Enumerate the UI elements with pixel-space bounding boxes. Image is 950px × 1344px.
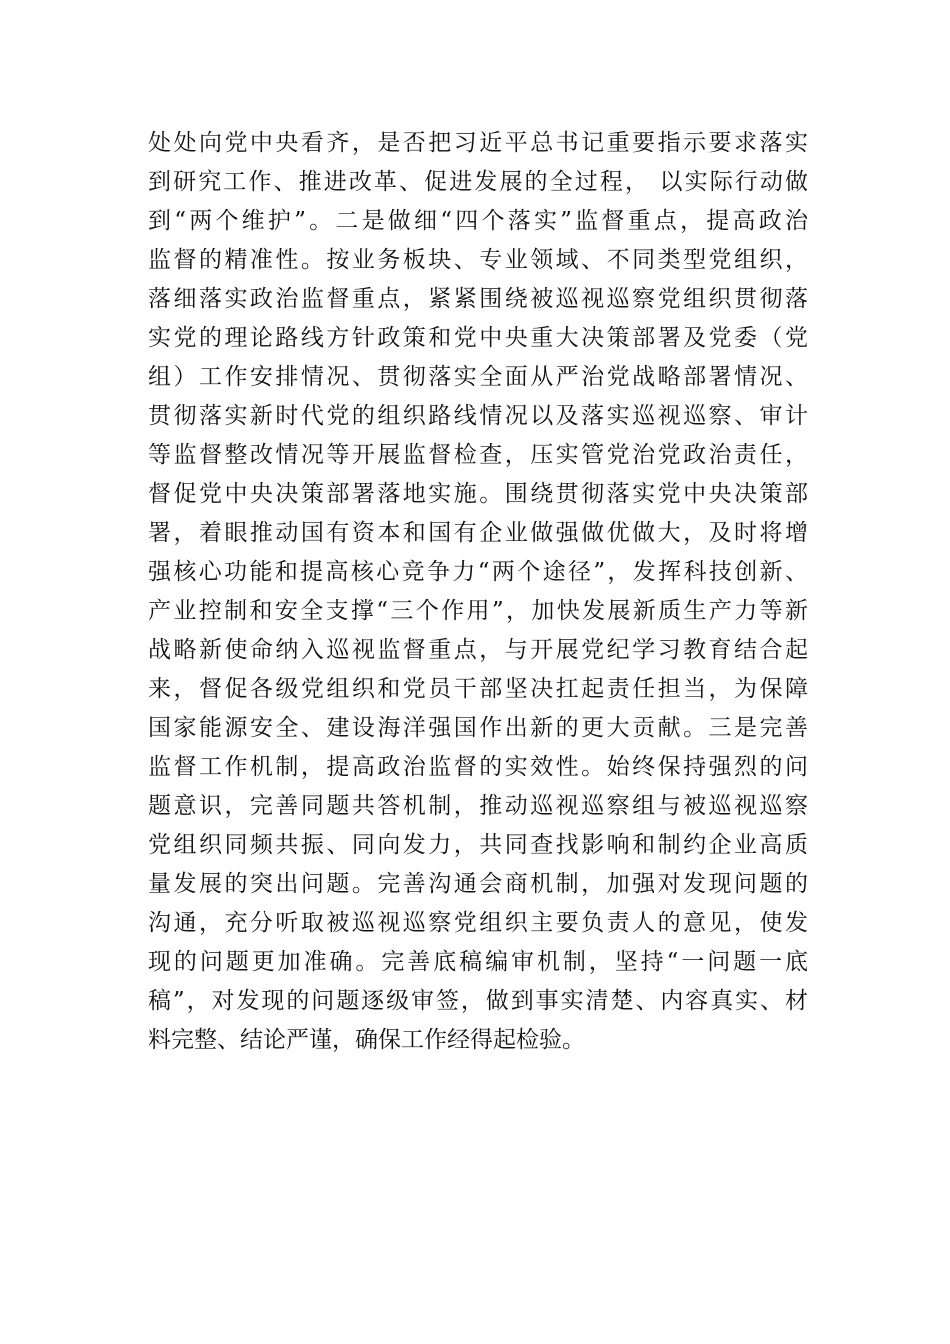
- text-line: 到“两个维护”。二是做细“四个落实”监督重点，提高政治: [148, 208, 808, 234]
- text-line: 现的问题更加准确。完善底稿编审机制，坚持“一问题一底: [148, 949, 808, 975]
- text-line: 组）工作安排情况、贯彻落实全面从严治党战略部署情况、: [148, 364, 808, 390]
- text-line: 督促党中央决策部署落地实施。围绕贯彻落实党中央决策部: [148, 481, 808, 507]
- text-line: 题意识，完善同题共答机制，推动巡视巡察组与被巡视巡察: [148, 793, 808, 819]
- text-line-last: 料完整、结论严谨，确保工作经得起检验。: [148, 1027, 585, 1053]
- text-line: 监督的精准性。按业务板块、专业领域、不同类型党组织，: [148, 247, 808, 273]
- text-line: 实党的理论路线方针政策和党中央重大决策部署及党委（党: [148, 325, 808, 351]
- text-line: 处处向党中央看齐，是否把习近平总书记重要指示要求落实: [148, 130, 808, 156]
- body-paragraph: [148, 124, 808, 1060]
- text-line: 党组织同频共振、同向发力，共同查找影响和制约企业高质: [148, 832, 808, 858]
- text-line: 战略新使命纳入巡视监督重点，与开展党纪学习教育结合起: [148, 637, 808, 663]
- text-line: 等监督整改情况等开展监督检查，压实管党治党政治责任，: [148, 442, 808, 468]
- text-line: 量发展的突出问题。完善沟通会商机制，加强对发现问题的: [148, 871, 808, 897]
- text-line: 沟通，充分听取被巡视巡察党组织主要负责人的意见，使发: [148, 910, 808, 936]
- text-line: 产业控制和安全支撑“三个作用”，加快发展新质生产力等新: [148, 598, 808, 624]
- text-line: 落细落实政治监督重点，紧紧围绕被巡视巡察党组织贯彻落: [148, 286, 808, 312]
- text-line: 稿”，对发现的问题逐级审签，做到事实清楚、内容真实、材: [148, 988, 808, 1014]
- text-line: 监督工作机制，提高政治监督的实效性。始终保持强烈的问: [148, 754, 808, 780]
- text-line: 国家能源安全、建设海洋强国作出新的更大贡献。三是完善: [148, 715, 808, 741]
- text-line: 贯彻落实新时代党的组织路线情况以及落实巡视巡察、审计: [148, 403, 808, 429]
- text-line: 来，督促各级党组织和党员干部坚决扛起责任担当，为保障: [148, 676, 808, 702]
- text-line: 署，着眼推动国有资本和国有企业做强做优做大，及时将增: [148, 520, 808, 546]
- text-line: 到研究工作、推进改革、促进发展的全过程， 以实际行动做: [148, 169, 808, 195]
- text-line: 强核心功能和提高核心竞争力“两个途径”，发挥科技创新、: [148, 559, 808, 585]
